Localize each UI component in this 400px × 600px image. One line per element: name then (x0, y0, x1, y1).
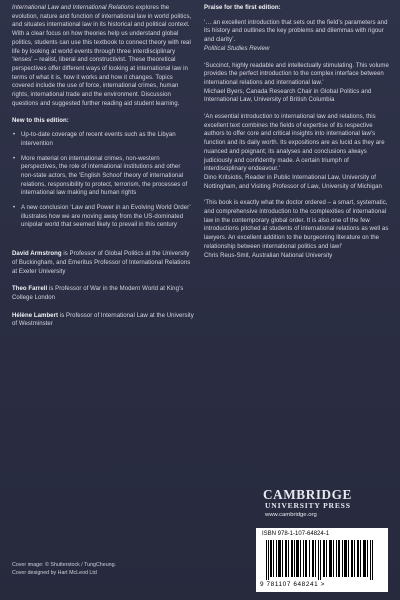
barcode-bars (266, 540, 380, 580)
quote-attribution: Political Studies Review (204, 45, 270, 52)
quote-text: ‘This book is exactly what the doctor ordered – a smart, systematic, and comprehensive introduction to the complexities of international law in the contemporary global order. It is also one of the few introductions pitched at students of international relations as well as lawyers. An excellent addition to the burgeoning literature on the relationship between international politics and law!’ (204, 200, 389, 250)
author-bio (12, 250, 194, 276)
quote-text: ‘An essential introduction to international law and relations, this excellent text combines the fields of expertise of its respective authors to offer core and critical insights into international law’s function and its daily worth. Its expositions are as lucid as they are nuanced and poignant; its analyses and conclusions always judiciously and confidently made. A certain triumph of interdisciplinary endeavour.’ (204, 114, 385, 173)
left-column (12, 0, 194, 338)
cover-designer-credit: Cover designed by Hart McLeod Ltd (12, 570, 97, 577)
cover-credits (12, 561, 194, 577)
new-edition-heading: New to this edition: (12, 118, 69, 125)
publisher-url: www.cambridge.org (265, 512, 317, 518)
author-description: is Professor of Global Politics at the University of Buckingham, and Emeritus Professor of International Relations at Exeter University (12, 251, 191, 275)
author-bios (12, 250, 194, 329)
book-title: International Law and International Relations (12, 5, 134, 11)
new-edition-list (12, 131, 194, 230)
author-name: Theo Farrell (12, 286, 48, 293)
right-column (204, 0, 389, 268)
cover-image-credit: Cover image: © Shutterstock / TungCheung. (12, 562, 117, 568)
author-description: is Professor of War in the Modern World at King’s College London (12, 286, 184, 301)
isbn-text: ISBN 978-1-107-64824-1 (262, 531, 330, 537)
barcode-digits: 9 781107 648241 > (260, 581, 325, 588)
author-bio (12, 312, 194, 329)
publisher-logo (263, 488, 352, 519)
quote-attribution: Michael Byers, Canada Research Chair in Global Politics and International Law, University of British Columbia (204, 88, 372, 104)
publisher-name: CAMBRIDGE (263, 487, 352, 502)
book-description (12, 4, 194, 108)
author-bio (12, 285, 194, 302)
list-item: • A new conclusion ‘Law and Power in an Evolving World Order’ illustrates how we are moving away from the US-dominated unipolar world that seemed likely to prevail in this century (12, 204, 194, 230)
quote-attribution: Chris Reus-Smit, Australian National University (204, 252, 333, 259)
quote-text: ‘Succinct, highly readable and intellectually stimulating. This volume provides the perfect introduction to the complex interface between international relations and international law.’ (204, 62, 389, 86)
author-name: David Armstrong (12, 251, 62, 258)
quote-attribution: Dino Kritsiotis, Reader in Public International Law, University of Nottingham, and Visiting Professor of Law, University of Michigan (204, 174, 382, 190)
author-description: is Professor of International Law at the University of Westminster (12, 312, 194, 328)
praise-quote (204, 19, 389, 54)
list-item: • More material on international crimes, non-western perspectives, the role of international institutions and other non-state actors, the ‘English School’ theory of international relations, responsibility to protect, terrorism, the processes of international law making and human rights (12, 155, 194, 199)
praise-quote (204, 199, 389, 260)
praise-heading: Praise for the first edition: (204, 5, 281, 11)
description-body: explores the evolution, nature and function of international law in world politics, and situates international law in its historical and political context. With a clear focus on how theories help us understand global politics, students can use this textbook to connect theory with real life by looking at world events through three interdisciplinary ‘lenses’ – realist, liberal and constructivist. These theoretical perspectives offer different ways of looking at international law in terms of what it is, how it works and how it changes. Topics covered include the use of force, international crimes, human rights, international trade and the environment. Discussion questions and suggested further reading aid student learning. (12, 5, 192, 107)
praise-quote (204, 113, 389, 191)
praise-quote (204, 62, 389, 106)
publisher-press: UNIVERSITY PRESS (265, 501, 351, 510)
quote-text: ‘… an excellent introduction that sets out the field’s parameters and its history and outlines the key problems and dilemmas with rigour and clarity’. (204, 19, 388, 44)
isbn-barcode (256, 528, 388, 592)
list-item: • Up-to-date coverage of recent events such as the Libyan intervention (12, 131, 194, 148)
author-name: Hélène Lambert (12, 312, 59, 319)
